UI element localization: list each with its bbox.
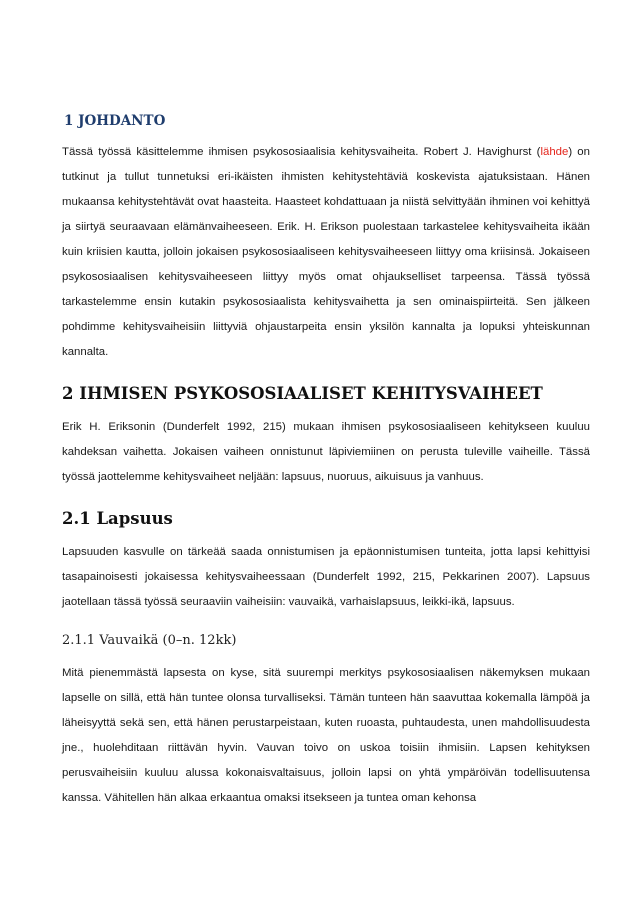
paragraph-johdanto — [62, 140, 590, 365]
heading-lapsuus: 2.1 Lapsuus — [62, 509, 173, 528]
paragraph-johdanto-text-2: ) on tutkinut ja tullut tunnetuksi eri-ikäisten ihmisten kehitystehtäviä koskevista ajatuksistaan. Hänen mukaansa kehitystehtävät ovat haasteita. Haasteet kohdattuaan ja niistä selvittyään ihminen voi kehittyä ja siirtyä seuraavaan elämänvaiheeseen. Erik. H. Erikson puolestaan tarkastelee kehitysvaiheita ikään kuin kriisien kautta, jolloin jokaisen psykososiaaliseen kehitysvaiheeseen liittyy oma kriisinsä. Jokaiseen psykososiaalisen kehitysvaiheeseen liittyy myös omat ohjaukselliset tarpeensa. Tässä työssä tarkastelemme ensin kutakin psykososiaalista kehitysvaihetta ja sen ominaispiirteitä. Sen jälkeen pohdimme kehitysvaiheisiin liittyviä ohjaustarpeita ensin yksilön kannalta ja lopuksi yhteiskunnan kannalta. — [62, 146, 590, 358]
document-body — [62, 112, 590, 811]
paragraph-johdanto-text-1: Tässä työssä käsittelemme ihmisen psykososiaalisia kehitysvaiheita. Robert J. Havighurst ( — [62, 146, 541, 158]
reference-placeholder-lahde: lähde — [540, 146, 569, 158]
heading-vauvaika: 2.1.1 Vauvaikä (0–n. 12kk) — [62, 633, 237, 648]
heading-johdanto: 1 JOHDANTO — [64, 113, 166, 129]
heading-kehitysvaiheet: 2 IHMISEN PSYKOSOSIAALISET KEHITYSVAIHEET — [62, 384, 543, 403]
paragraph-lapsuus: Lapsuuden kasvulle on tärkeää saada onnistumisen ja epäonnistumisen tunteita, jotta lapsi kehittyisi tasapainoisesti jokaisessa kehitysvaiheessaan (Dunderfelt 1992, 215, Pekkarinen 2007). Lapsuus jaotellaan tässä työssä seuraaviin vaiheisiin: vauvaikä, varhaislapsuus, leikki-ikä, lapsuus. — [62, 546, 590, 608]
paragraph-vauvaika: Mitä pienemmästä lapsesta on kyse, sitä suurempi merkitys psykososiaalisen näkemyksen mukaan lapselle on sillä, että hän tuntee olonsa turvalliseksi. Tämän tunteen hän saavuttaa kokemalla lämpöä ja läheisyyttä sekä sen, että hänen perustarpeistaan, kuten ruoasta, puhtaudesta, unen mahdollisuudesta jne., huolehditaan riittävän hyvin. Vauvan toivo on uskoa toisiin ihmisiin. Lapsen kehityksen perusvaiheisiin kuuluu alussa kokonaisvaltaisuus, jolloin lapsi on yhtä ympäröivän todellisuutensa kanssa. Vähitellen hän alkaa erkaantua omaksi itsekseen ja tuntea oman kehonsa — [62, 667, 590, 804]
paragraph-kehitysvaiheet: Erik H. Eriksonin (Dunderfelt 1992, 215) mukaan ihmisen psykososiaaliseen kehitykseen kuuluu kahdeksan vaihetta. Jokaisen vaiheen onnistunut läpiviemiinen on perusta tuleville vaiheille. Tässä työssä jaottelemme kehitysvaiheet neljään: lapsuus, nuoruus, aikuisuus ja vanhuus. — [62, 421, 590, 483]
